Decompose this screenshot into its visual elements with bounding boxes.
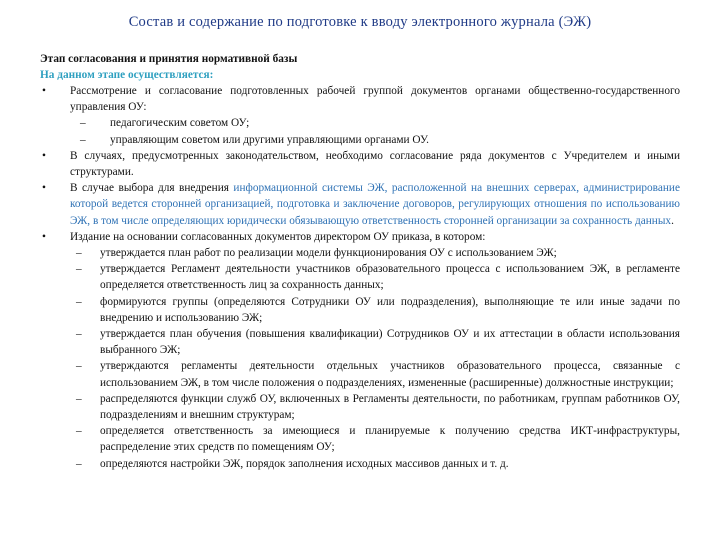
sub-item-text: утверждаются регламенты деятельности отдельных участников образовательного процесса, связанные с использованием ЭЖ, в том числе положения о подразделениях, измененные (расширенные) должностные инструкции; bbox=[100, 360, 680, 389]
bullet-text: Издание на основании согласованных документов директором ОУ приказа, в котором: bbox=[70, 230, 486, 243]
bullet-text: В случаях, предусмотренных законодательством, необходимо согласование ряда документов с Учредителем и иными структурами. bbox=[70, 149, 680, 179]
highlighted-text: информационной системы ЭЖ, расположенной на внешних серверах, администрирование которой ведется сторонней организацией, подготовка и заключение договоров, регулирующих отношения по использованию ЭЖ, в том числе определяющих юридически обязывающую ответственность сторонней организации за сохранность данных bbox=[70, 182, 680, 227]
sub-item bbox=[70, 326, 680, 358]
sub-item-text: педагогическим советом ОУ; bbox=[110, 117, 250, 130]
slide-title: Состав и содержание по подготовке к вводу электронного журнала (ЭЖ) bbox=[128, 14, 592, 30]
sub-list bbox=[70, 245, 680, 472]
sub-item bbox=[70, 423, 680, 455]
sub-item bbox=[70, 115, 680, 131]
bullet-marker: • bbox=[42, 230, 46, 243]
sub-item bbox=[70, 358, 680, 390]
stage-subheading: На данном этапе осуществляется: bbox=[40, 69, 214, 81]
bullet-item-external-system bbox=[40, 180, 680, 229]
dash-marker: – bbox=[80, 117, 86, 130]
bullet-marker: • bbox=[42, 182, 46, 195]
sub-item bbox=[70, 391, 680, 423]
sub-item-text: определяются настройки ЭЖ, порядок заполнения исходных массивов данных и т. д. bbox=[100, 457, 509, 470]
dash-marker: – bbox=[76, 247, 82, 260]
dash-marker: – bbox=[76, 425, 82, 438]
dash-marker: – bbox=[76, 457, 82, 470]
dash-marker: – bbox=[80, 133, 86, 146]
dash-marker: – bbox=[76, 392, 82, 405]
sub-item-text: распределяются функции служб ОУ, включенных в Регламенты деятельности, по работникам, группам работников ОУ, подразделениям и внешним структурам; bbox=[100, 392, 680, 422]
bullet-item-order bbox=[40, 229, 680, 472]
sub-item-text: утверждается план работ по реализации модели функционирования ОУ с использованием ЭЖ; bbox=[100, 247, 557, 260]
bullet-item-legislation bbox=[40, 148, 680, 180]
sub-item bbox=[70, 245, 680, 261]
dash-marker: – bbox=[76, 328, 82, 341]
sub-item-text: утверждается Регламент деятельности участников образовательного процесса с использованием ЭЖ, в регламенте определяется ответственность лиц за сохранность данных; bbox=[100, 263, 680, 292]
dash-marker: – bbox=[76, 360, 82, 373]
sub-item bbox=[70, 261, 680, 293]
sub-item-text: управляющим советом или другими управляющими органами ОУ. bbox=[110, 133, 429, 146]
sub-item-text: утверждается план обучения (повышения квалификации) Сотрудников ОУ и их аттестации в области использования выбранного ЭЖ; bbox=[100, 328, 680, 357]
sub-item bbox=[70, 132, 680, 148]
bullet-text-end: . bbox=[671, 214, 674, 227]
sub-item bbox=[70, 294, 680, 326]
sub-item-text: формируются группы (определяются Сотрудники ОУ или подразделения), выполняющие те или иные задачи по внедрению и использованию ЭЖ; bbox=[100, 295, 680, 324]
sub-item bbox=[70, 456, 680, 472]
stage-heading: Этап согласования и принятия нормативной базы bbox=[40, 53, 298, 65]
bullet-marker: • bbox=[42, 85, 46, 97]
dash-marker: – bbox=[76, 295, 82, 308]
sub-list bbox=[70, 115, 680, 147]
bullet-text: Рассмотрение и согласование подготовленных рабочей группой документов органами общественно-государственного управления ОУ: bbox=[70, 85, 680, 114]
bullet-text: В случае выбора для внедрения bbox=[70, 182, 234, 195]
bullet-item-review bbox=[40, 83, 680, 148]
sub-item-text: определяется ответственность за имеющиеся и планируемые к получению средства ИКТ-инфраструктуры, распределение этих средств по помещениям ОУ; bbox=[100, 425, 680, 454]
bullet-list bbox=[40, 83, 680, 472]
bullet-marker: • bbox=[42, 149, 46, 162]
dash-marker: – bbox=[76, 263, 82, 276]
